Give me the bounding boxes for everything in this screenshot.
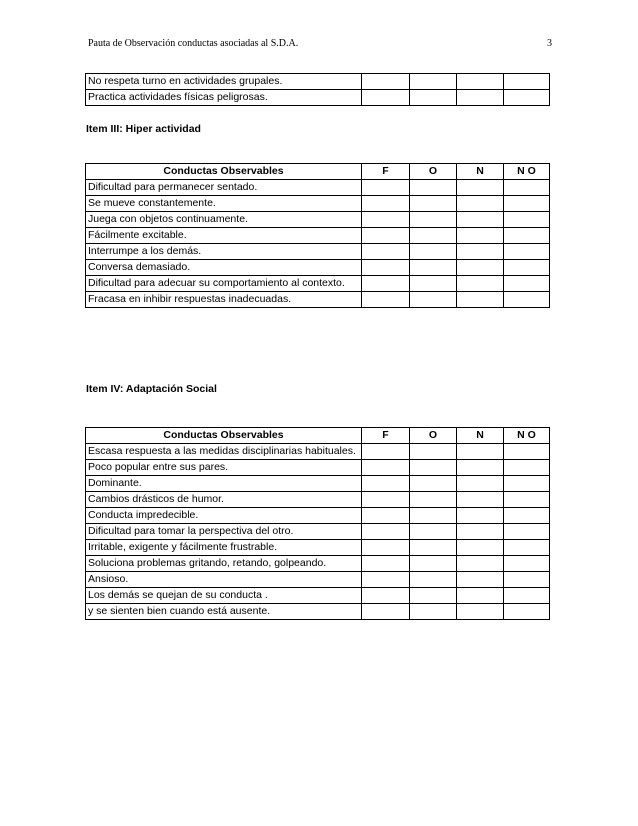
rating-cell-n[interactable] xyxy=(457,74,504,90)
header-o: O xyxy=(410,164,457,180)
rating-cell-n[interactable] xyxy=(457,260,504,276)
rating-cell-n[interactable] xyxy=(457,292,504,308)
table-row xyxy=(86,540,550,556)
rating-cell-o[interactable] xyxy=(410,90,457,106)
rating-cell-no[interactable] xyxy=(504,524,550,540)
rating-cell-o[interactable] xyxy=(410,74,457,90)
conducta-cell: Dominante. xyxy=(86,476,362,492)
rating-cell-o[interactable] xyxy=(410,212,457,228)
conducta-cell: Conversa demasiado. xyxy=(86,260,362,276)
rating-cell-f[interactable] xyxy=(362,572,410,588)
rating-cell-f[interactable] xyxy=(362,508,410,524)
rating-cell-n[interactable] xyxy=(457,444,504,460)
conducta-cell: Dificultad para adecuar su comportamiento al contexto. xyxy=(86,276,362,292)
rating-cell-no[interactable] xyxy=(504,540,550,556)
header-f: F xyxy=(362,428,410,444)
page-number: 3 xyxy=(547,38,552,49)
header-conductas: Conductas Observables xyxy=(86,428,362,444)
table-row xyxy=(86,292,550,308)
table-row xyxy=(86,572,550,588)
rating-cell-no[interactable] xyxy=(504,476,550,492)
header-no: N O xyxy=(504,164,550,180)
conducta-cell: Conducta impredecible. xyxy=(86,508,362,524)
rating-cell-f[interactable] xyxy=(362,90,410,106)
header-f: F xyxy=(362,164,410,180)
rating-cell-o[interactable] xyxy=(410,588,457,604)
rating-cell-n[interactable] xyxy=(457,276,504,292)
conducta-cell: Escasa respuesta a las medidas disciplinarias habituales. xyxy=(86,444,362,460)
rating-cell-o[interactable] xyxy=(410,460,457,476)
rating-cell-o[interactable] xyxy=(410,244,457,260)
rating-cell-no[interactable] xyxy=(504,508,550,524)
header-no: N O xyxy=(504,428,550,444)
rating-cell-no[interactable] xyxy=(504,604,550,620)
continuation-table xyxy=(85,73,550,106)
table-row xyxy=(86,444,550,460)
rating-cell-f[interactable] xyxy=(362,588,410,604)
rating-cell-no[interactable] xyxy=(504,196,550,212)
table-row xyxy=(86,74,550,90)
conducta-cell: Los demás se quejan de su conducta . xyxy=(86,588,362,604)
rating-cell-no[interactable] xyxy=(504,460,550,476)
rating-cell-f[interactable] xyxy=(362,524,410,540)
conducta-cell: Poco popular entre sus pares. xyxy=(86,460,362,476)
conducta-cell: Cambios drásticos de humor. xyxy=(86,492,362,508)
rating-cell-n[interactable] xyxy=(457,604,504,620)
rating-cell-n[interactable] xyxy=(457,508,504,524)
rating-cell-n[interactable] xyxy=(457,212,504,228)
page-header xyxy=(88,38,552,52)
rating-cell-o[interactable] xyxy=(410,180,457,196)
rating-cell-f[interactable] xyxy=(362,228,410,244)
adaptacion-social-table xyxy=(85,427,550,620)
table-row xyxy=(86,604,550,620)
conducta-cell: y se sienten bien cuando está ausente. xyxy=(86,604,362,620)
table-row xyxy=(86,276,550,292)
rating-cell-n[interactable] xyxy=(457,524,504,540)
section-title-adaptacion-social: Item IV: Adaptación Social xyxy=(86,383,217,395)
header-n: N xyxy=(457,164,504,180)
rating-cell-no[interactable] xyxy=(504,556,550,572)
header-o: O xyxy=(410,428,457,444)
rating-cell-no[interactable] xyxy=(504,212,550,228)
rating-cell-no[interactable] xyxy=(504,244,550,260)
conducta-cell: Juega con objetos continuamente. xyxy=(86,212,362,228)
rating-cell-o[interactable] xyxy=(410,604,457,620)
table-row xyxy=(86,244,550,260)
table-row xyxy=(86,476,550,492)
rating-cell-f[interactable] xyxy=(362,556,410,572)
conducta-cell: No respeta turno en actividades grupales. xyxy=(86,74,362,90)
conducta-cell: Se mueve constantemente. xyxy=(86,196,362,212)
rating-cell-no[interactable] xyxy=(504,292,550,308)
rating-cell-o[interactable] xyxy=(410,292,457,308)
table-row xyxy=(86,196,550,212)
table-row xyxy=(86,228,550,244)
rating-cell-n[interactable] xyxy=(457,196,504,212)
rating-cell-o[interactable] xyxy=(410,524,457,540)
rating-cell-no[interactable] xyxy=(504,228,550,244)
header-title: Pauta de Observación conductas asociadas al S.D.A. xyxy=(88,38,299,49)
header-conductas: Conductas Observables xyxy=(86,164,362,180)
rating-cell-n[interactable] xyxy=(457,556,504,572)
rating-cell-n[interactable] xyxy=(457,476,504,492)
rating-cell-f[interactable] xyxy=(362,244,410,260)
rating-cell-n[interactable] xyxy=(457,588,504,604)
rating-cell-no[interactable] xyxy=(504,260,550,276)
rating-cell-o[interactable] xyxy=(410,476,457,492)
rating-cell-no[interactable] xyxy=(504,276,550,292)
rating-cell-f[interactable] xyxy=(362,460,410,476)
rating-cell-f[interactable] xyxy=(362,180,410,196)
rating-cell-f[interactable] xyxy=(362,492,410,508)
table-row xyxy=(86,492,550,508)
rating-cell-o[interactable] xyxy=(410,228,457,244)
table-header-row xyxy=(86,164,550,180)
conducta-cell: Interrumpe a los demás. xyxy=(86,244,362,260)
rating-cell-no[interactable] xyxy=(504,90,550,106)
rating-cell-no[interactable] xyxy=(504,444,550,460)
conducta-cell: Dificultad para permanecer sentado. xyxy=(86,180,362,196)
rating-cell-o[interactable] xyxy=(410,556,457,572)
rating-cell-no[interactable] xyxy=(504,572,550,588)
rating-cell-o[interactable] xyxy=(410,260,457,276)
table-row xyxy=(86,556,550,572)
conducta-cell: Fracasa en inhibir respuestas inadecuadas. xyxy=(86,292,362,308)
rating-cell-no[interactable] xyxy=(504,492,550,508)
conducta-cell: Practica actividades físicas peligrosas. xyxy=(86,90,362,106)
rating-cell-n[interactable] xyxy=(457,228,504,244)
rating-cell-f[interactable] xyxy=(362,196,410,212)
table-row xyxy=(86,588,550,604)
conducta-cell: Dificultad para tomar la perspectiva del otro. xyxy=(86,524,362,540)
conducta-cell: Fácilmente excitable. xyxy=(86,228,362,244)
rating-cell-n[interactable] xyxy=(457,460,504,476)
rating-cell-o[interactable] xyxy=(410,540,457,556)
table-header-row xyxy=(86,428,550,444)
rating-cell-o[interactable] xyxy=(410,276,457,292)
rating-cell-f[interactable] xyxy=(362,276,410,292)
rating-cell-f[interactable] xyxy=(362,292,410,308)
rating-cell-no[interactable] xyxy=(504,180,550,196)
header-n: N xyxy=(457,428,504,444)
table-row xyxy=(86,508,550,524)
rating-cell-o[interactable] xyxy=(410,444,457,460)
conducta-cell: Ansioso. xyxy=(86,572,362,588)
rating-cell-f[interactable] xyxy=(362,74,410,90)
rating-cell-o[interactable] xyxy=(410,196,457,212)
conducta-cell: Irritable, exigente y fácilmente frustrable. xyxy=(86,540,362,556)
rating-cell-n[interactable] xyxy=(457,572,504,588)
rating-cell-n[interactable] xyxy=(457,90,504,106)
rating-cell-f[interactable] xyxy=(362,540,410,556)
table-row xyxy=(86,90,550,106)
rating-cell-f[interactable] xyxy=(362,476,410,492)
rating-cell-f[interactable] xyxy=(362,260,410,276)
rating-cell-o[interactable] xyxy=(410,492,457,508)
rating-cell-f[interactable] xyxy=(362,212,410,228)
rating-cell-o[interactable] xyxy=(410,508,457,524)
rating-cell-n[interactable] xyxy=(457,540,504,556)
table-row xyxy=(86,260,550,276)
table-row xyxy=(86,460,550,476)
hiperactividad-table xyxy=(85,163,550,308)
rating-cell-no[interactable] xyxy=(504,588,550,604)
rating-cell-n[interactable] xyxy=(457,492,504,508)
rating-cell-n[interactable] xyxy=(457,244,504,260)
rating-cell-no[interactable] xyxy=(504,74,550,90)
table-row xyxy=(86,524,550,540)
rating-cell-o[interactable] xyxy=(410,572,457,588)
table-row xyxy=(86,180,550,196)
rating-cell-n[interactable] xyxy=(457,180,504,196)
section-title-hiperactividad: Item III: Hiper actividad xyxy=(86,123,201,135)
rating-cell-f[interactable] xyxy=(362,604,410,620)
conducta-cell: Soluciona problemas gritando, retando, golpeando. xyxy=(86,556,362,572)
rating-cell-f[interactable] xyxy=(362,444,410,460)
table-row xyxy=(86,212,550,228)
